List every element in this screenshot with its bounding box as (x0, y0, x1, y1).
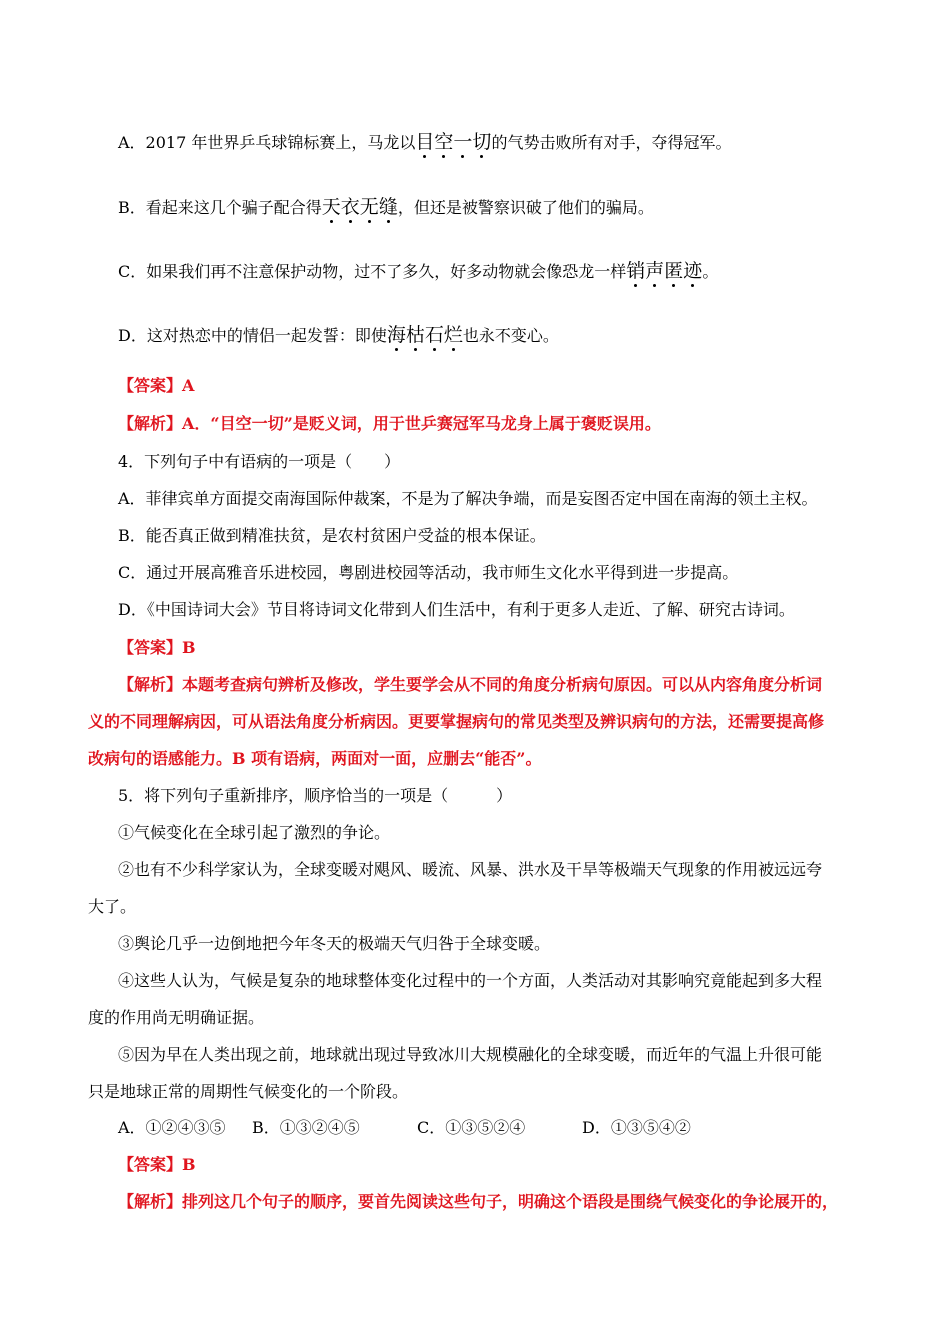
idiom-char: 海 (386, 324, 406, 346)
idiom-char: 匿 (664, 260, 684, 282)
idiom-char: 声 (645, 260, 665, 282)
q5-stem: 5．将下列句子重新排序，顺序恰当的一项是（ ） (118, 786, 513, 805)
q3-option-c-idiom (626, 260, 702, 282)
idiom-char: 目 (415, 131, 435, 153)
idiom-char: 销 (626, 260, 646, 282)
idiom-char: 一 (453, 131, 473, 153)
idiom-char: 迹 (683, 260, 703, 282)
q5-option-b: B．①③②④⑤ (252, 1118, 360, 1137)
q3-analysis: 【解析】A．“目空一切”是贬义词，用于世乒赛冠军马龙身上属于褒贬误用。 (118, 414, 661, 433)
q3-option-c-text: C．如果我们再不注意保护动物，过不了多久，好多动物就会像恐龙一样 (118, 262, 627, 281)
q3-answer: 【答案】A (118, 376, 195, 395)
q4-option-c: C．通过开展高雅音乐进校园，粤剧进校园等活动，我市师生文化水平得到进一步提高。 (118, 563, 739, 582)
q4-answer: 【答案】B (118, 638, 196, 657)
q3-option-a-text-end: 的气势击败所有对手，夺得冠军。 (491, 133, 732, 152)
q5-sentence-5-cont: 只是地球正常的周期性气候变化的一个阶段。 (88, 1082, 409, 1101)
q3-option-c-text-end: 。 (702, 262, 719, 281)
q5-analysis: 【解析】排列这几个句子的顺序，要首先阅读这些句子，明确这个语段是围绕气候变化的争论展开的， (118, 1192, 839, 1211)
idiom-char: 缝 (378, 196, 398, 218)
q5-sentence-5: ⑤因为早在人类出现之前，地球就出现过导致冰川大规模融化的全球变暖，而近年的气温上升很可能 (118, 1045, 823, 1064)
idiom-char: 天 (321, 196, 341, 218)
q4-analysis-line-1: 【解析】本题考查病句辨析及修改，学生要学会从不同的角度分析病句原因。可以从内容角度分析词 (118, 675, 823, 694)
q3-option-a (118, 131, 731, 154)
q5-sentence-2: ②也有不少科学家认为，全球变暖对飓风、暖流、风暴、洪水及干旱等极端天气现象的作用被远远夸 (118, 860, 823, 879)
q3-option-d-text-end: 也永不变心。 (462, 326, 559, 345)
q4-option-b: B．能否真正做到精准扶贫，是农村贫困户受益的根本保证。 (118, 526, 546, 545)
q4-analysis-line-2: 义的不同理解病因，可从语法角度分析病因。更要掌握病句的常见类型及辨识病句的方法，还需要提高修 (88, 712, 825, 731)
idiom-char: 衣 (340, 196, 360, 218)
q5-sentence-4: ④这些人认为，气候是复杂的地球整体变化过程中的一个方面，人类活动对其影响究竟能起到多大程 (118, 971, 823, 990)
q3-option-d-text: D．这对热恋中的情侣一起发誓：即使 (118, 326, 387, 345)
q3-option-d (118, 324, 559, 347)
q5-sentence-1: ①气候变化在全球引起了激烈的争论。 (118, 823, 391, 842)
q5-option-a: A．①②④③⑤ (118, 1118, 226, 1137)
idiom-char: 空 (434, 131, 454, 153)
q3-option-a-text: A．2017 年世界乒乓球锦标赛上，马龙以 (118, 133, 416, 152)
q5-answer: 【答案】B (118, 1155, 196, 1174)
q4-analysis-line-3: 改病句的语感能力。B 项有语病，两面对一面，应删去“能否”。 (88, 749, 542, 768)
q3-option-d-idiom (387, 324, 463, 346)
q5-sentence-3: ③舆论几乎一边倒地把今年冬天的极端天气归咎于全球变暖。 (118, 934, 551, 953)
q3-option-b-text-end: ，但还是被警察识破了他们的骗局。 (397, 198, 654, 217)
q5-option-d: D．①③⑤④② (582, 1118, 691, 1137)
q3-option-b-text: B．看起来这几个骗子配合得 (118, 198, 322, 217)
q3-option-b (118, 196, 654, 219)
q5-sentence-2-cont: 大了。 (88, 897, 137, 916)
q4-stem: 4．下列句子中有语病的一项是（ ） (118, 452, 401, 471)
idiom-char: 石 (424, 324, 444, 346)
q4-option-d: D．《中国诗词大会》节目将诗词文化带到人们生活中，有利于更多人走近、了解、研究古诗词。 (118, 600, 795, 619)
q3-option-b-idiom (322, 196, 398, 218)
idiom-char: 烂 (443, 324, 463, 346)
q5-sentence-4-cont: 度的作用尚无明确证据。 (88, 1008, 265, 1027)
idiom-char: 无 (359, 196, 379, 218)
q3-option-c (118, 260, 718, 283)
q4-option-a: A．菲律宾单方面提交南海国际仲裁案，不是为了解决争端，而是妄图否定中国在南海的领土主权。 (118, 489, 818, 508)
q3-option-a-idiom (415, 131, 491, 153)
q5-option-c: C．①③⑤②④ (417, 1118, 526, 1137)
idiom-char: 切 (472, 131, 492, 153)
idiom-char: 枯 (405, 324, 425, 346)
